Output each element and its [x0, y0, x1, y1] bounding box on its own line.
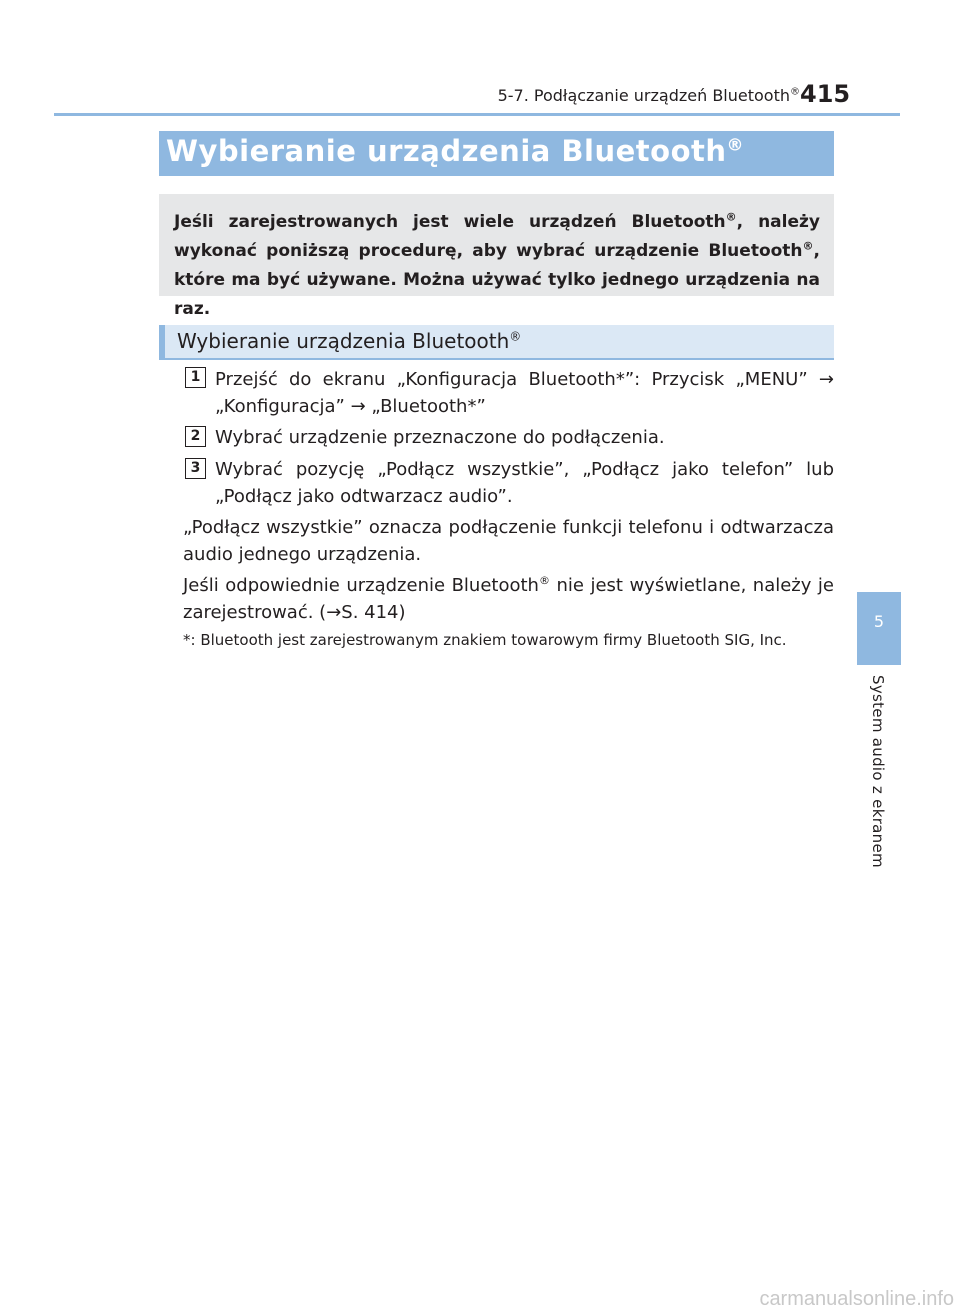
registration-registered-mark: ®: [538, 574, 550, 587]
watermark: carmanualsonline.info: [759, 1288, 954, 1310]
chapter-label: System audio z ekranem: [869, 675, 887, 868]
section-heading: [177, 329, 521, 353]
registered-mark: ®: [790, 86, 800, 98]
section-registered-mark: ®: [509, 329, 522, 344]
running-header-text: 5-7. Podłączanie urządzeń Bluetooth: [497, 86, 790, 105]
step-text-1: Przejść do ekranu „Konfiguracja Bluetooth*”: Przycisk „MENU” → „Konfiguracja” → „Bluetooth*”: [215, 369, 834, 417]
intro-paragraph: [174, 208, 820, 324]
title-registered-mark: ®: [726, 135, 745, 156]
page-title-text: Wybieranie urządzenia Bluetooth: [166, 134, 727, 168]
section-accent: [159, 325, 165, 360]
chapter-number: 5: [873, 612, 885, 631]
registration-note-text-1: Jeśli odpowiednie urządzenie Bluetooth: [183, 575, 539, 596]
step-number-2: 2: [185, 426, 206, 447]
step-number-3: 3: [185, 458, 206, 479]
page-title: [166, 134, 744, 168]
connect-all-note: „Podłącz wszystkie” oznacza podłączenie funkcji telefonu i odtwarzacza audio jednego urządzenia.: [183, 517, 834, 565]
intro-registered-mark-1: ®: [725, 210, 737, 224]
footnote: *: Bluetooth jest zarejestrowanym znakiem towarowym firmy Bluetooth SIG, Inc.: [183, 631, 787, 649]
section-heading-text: Wybieranie urządzenia Bluetooth: [177, 329, 510, 353]
header-divider: [54, 113, 900, 116]
step-text-2: Wybrać urządzenie przeznaczone do podłączenia.: [215, 427, 665, 448]
registration-note: [183, 572, 834, 626]
intro-text-1: Jeśli zarejestrowanych jest wiele urządzeń Bluetooth: [174, 212, 726, 232]
step-number-1: 1: [185, 367, 206, 388]
page-number: 415: [800, 80, 851, 108]
running-header: [498, 86, 800, 105]
intro-text-2: , należy wykonać poniższą procedurę, aby wybrać urządzenie Bluetooth: [174, 212, 820, 261]
step-text-3: Wybrać pozycję „Podłącz wszystkie”, „Podłącz jako telefon” lub „Podłącz jako odtwarzacz audio”.: [215, 459, 834, 507]
intro-text-3: , które ma być używane. Można używać tylko jednego urządzenia na raz.: [174, 241, 820, 319]
intro-registered-mark-2: ®: [802, 239, 814, 253]
registration-note-text-2: nie jest wyświetlane, należy je zarejestrować. (→S. 414): [183, 575, 834, 623]
